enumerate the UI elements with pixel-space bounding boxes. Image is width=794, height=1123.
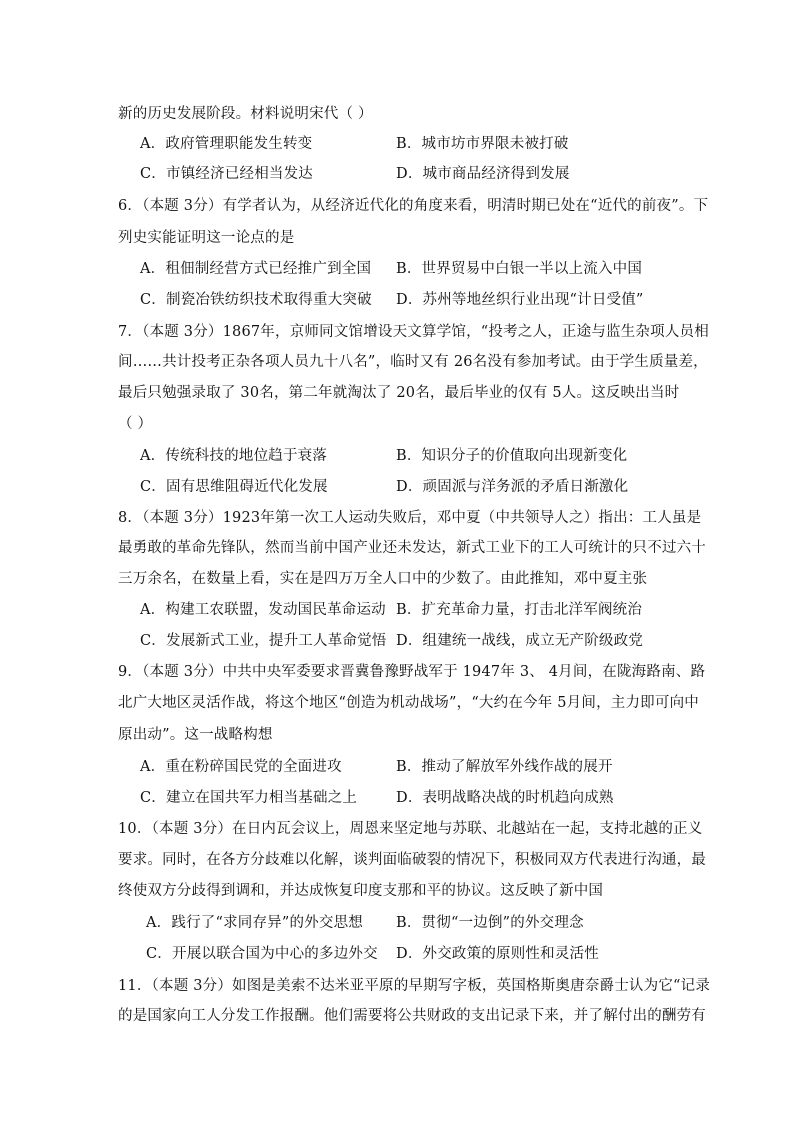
option-d: D．外交政策的原则性和灵活性 [396, 946, 599, 962]
option-c: C．固有思维阻碍近代化发展 [140, 479, 328, 495]
question-6-line-1: 6．（本题 3分）有学者认为，从经济近代化的角度来看，明清时期已处在“近代的前夜”。下 [118, 198, 709, 214]
option-a: A．构建工农联盟，发动国民革命运动 [140, 602, 386, 618]
question-9-line-1: 9．（本题 3分）中共中央军委要求晋冀鲁豫野战军于 1947年 3、 4月间，在陇海路南、路 [118, 664, 706, 680]
question-11-line-2: 的是国家向工人分发工作报酬。他们需要将公共财政的支出记录下来，并了解付出的酬劳有 [118, 1008, 706, 1024]
option-c: C．建立在国共军力相当基础之上 [140, 790, 358, 806]
option-d: D．苏州等地丝织行业出现“计日受值” [396, 292, 644, 308]
question-6-line-2: 列史实能证明这一论点的是 [118, 230, 295, 246]
question-10-line-2: 要求。同时，在各方分歧难以化解，谈判面临破裂的情况下，积极同双方代表进行沟通，最 [118, 852, 706, 868]
text-line: 新的历史发展阶段。材料说明宋代（ ） [118, 106, 373, 122]
option-b: B．贯彻“一边倒”的外交理念 [396, 915, 584, 931]
question-7-line-4: （ ） [118, 416, 153, 432]
question-10-line-3: 终使双方分歧得到调和，并达成恢复印度支那和平的协议。这反映了新中国 [118, 883, 604, 899]
option-d: D．顽固派与洋务派的矛盾日渐激化 [396, 479, 629, 495]
option-a: A．践行了“求同存异”的外交思想 [146, 915, 363, 931]
option-a: A．传统科技的地位趋于衰落 [140, 448, 328, 464]
question-8-line-1: 8．（本题 3分）1923年第一次工人运动失败后，邓中夏（中共领导人之）指出：工人虽是 [118, 510, 702, 526]
question-8-line-3: 三万余名，在数量上看，实在是四万万全人口中的少数了。由此推知，邓中夏主张 [118, 571, 648, 587]
option-b: B．推动了解放军外线作战的展开 [396, 759, 613, 775]
option-a: A．租佃制经营方式已经推广到全国 [140, 261, 372, 277]
option-b: B．知识分子的价值取向出现新变化 [396, 448, 628, 464]
option-b: B．世界贸易中白银一半以上流入中国 [396, 261, 643, 277]
option-d: D．组建统一战线，成立无产阶级政党 [396, 633, 644, 649]
question-9-line-3: 原出动”。这一战略构想 [118, 727, 273, 743]
option-a: A．重在粉碎国民党的全面进攻 [140, 759, 342, 775]
option-d: D．城市商品经济得到发展 [396, 166, 570, 182]
option-b: B．扩充革命力量，打击北洋军阀统治 [396, 602, 643, 618]
question-10-line-1: 10．（本题 3分）在日内瓦会议上，周恩来坚定地与苏联、北越站在一起，支持北越的正义 [118, 821, 703, 837]
question-9-line-2: 北广大地区灵活作战，将这个地区“创造为机动战场”，“大约在今年 5月间，主力即可向中 [118, 695, 699, 711]
option-a: A．政府管理职能发生转变 [140, 136, 313, 152]
option-c: C．发展新式工业，提升工人革命觉悟 [140, 633, 387, 649]
question-7-line-2: 间……共计投考正杂各项人员九十八名”，临时又有 26名没有参加考试。由于学生质量差， [118, 354, 708, 370]
option-c: C．制瓷冶铁纺织技术取得重大突破 [140, 292, 372, 308]
option-c: C．开展以联合国为中心的多边外交 [146, 946, 378, 962]
option-b: B．城市坊市界限未被打破 [396, 136, 569, 152]
question-7-line-1: 7．（本题 3分）1867年，京师同文馆增设天文算学馆，“投考之人，正途与监生杂项人员相 [118, 324, 709, 340]
option-d: D．表明战略决战的时机趋向成熟 [396, 790, 614, 806]
question-7-line-3: 最后只勉强录取了 30名，第二年就淘汰了 20名，最后毕业的仅有 5人。这反映出当时 [118, 385, 680, 401]
option-c: C．市镇经济已经相当发达 [140, 166, 313, 182]
question-8-line-2: 最勇敢的革命先锋队，然而当前中国产业还未发达，新式工业下的工人可统计的只不过六十 [118, 540, 706, 556]
question-11-line-1: 11．（本题 3分）如图是美索不达米亚平原的早期写字板，英国格斯奥唐奈爵士认为它“记录 [118, 978, 711, 994]
